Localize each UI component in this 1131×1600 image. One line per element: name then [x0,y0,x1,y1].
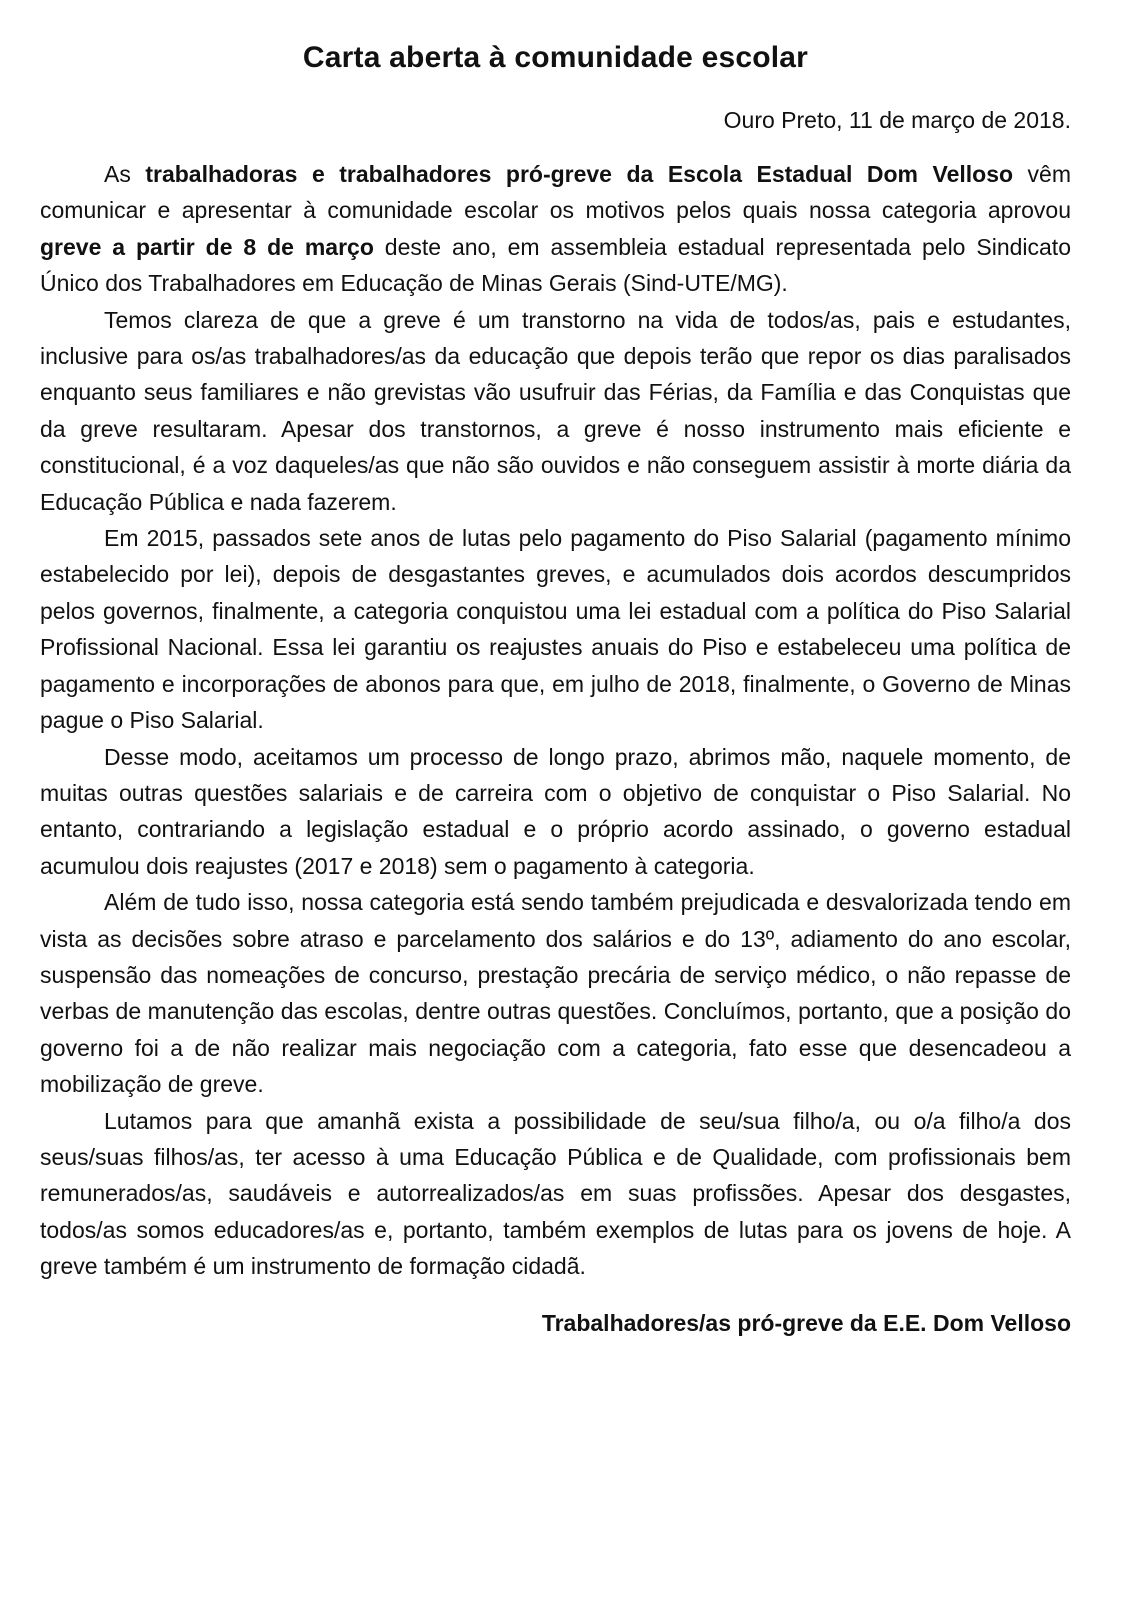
paragraph-1-bold-authors: trabalhadoras e trabalhadores pró-greve da Escola Estadual Dom Velloso [145,161,1014,187]
letter-page [40,36,1071,1341]
paragraph-1 [40,156,1071,302]
letter-title: Carta aberta à comunidade escolar [302,41,809,74]
paragraph-4: Desse modo, aceitamos um processo de longo prazo, abrimos mão, naquele momento, de muitas outras questões salariais e de carreira com o objetivo de conquistar o Piso Salarial. No entanto, contrariando a legislação estadual e o próprio acordo assinado, o governo estadual acumulou dois reajustes (2017 e 2018) sem o pagamento à categoria. [40,743,1071,879]
letter-body [40,156,1071,1285]
paragraph-3: Em 2015, passados sete anos de lutas pelo pagamento do Piso Salarial (pagamento mínimo estabelecido por lei), depois de desgastantes greves, e acumulados dois acordos descumpridos pelos governos, finalmente, a categoria conquistou uma lei estadual com a política do Piso Salarial Profissional Nacional. Essa lei garantiu os reajustes anuais do Piso e estabeleceu uma política de pagamento e incorporações de abonos para que, em julho de 2018, finalmente, o Governo de Minas pague o Piso Salarial. [40,525,1071,734]
paragraph-1-middle: vêm comunicar e apresentar à comunidade escolar os motivos pelos quais nossa categoria aprovou [40,161,1071,224]
paragraph-5: Além de tudo isso, nossa categoria está sendo também prejudicada e desvalorizada tendo em vista as decisões sobre atraso e parcelamento dos salários e do 13º, adiamento do ano escolar, suspensão das nomeações de concurso, prestação precária de serviço médico, o não repasse de verbas de manutenção das escolas, dentre outras questões. Concluímos, portanto, que a posição do governo foi a de não realizar mais negociação com a categoria, fato esse que desencadeou a mobilização de greve. [40,889,1071,1098]
letter-date: Ouro Preto, 11 de março de 2018. [723,107,1071,133]
paragraph-6: Lutamos para que amanhã exista a possibilidade de seu/sua filho/a, ou o/a filho/a dos seus/suas filhos/as, ter acesso à uma Educação Pública e de Qualidade, com profissionais bem remunerados/as, saudáveis e autorrealizados/as em suas profissões. Apesar dos desgastes, todos/as somos educadores/as e, portanto, também exemplos de lutas para os jovens de hoje. A greve também é um instrumento de formação cidadã. [40,1107,1071,1280]
paragraph-1-end: deste ano, em assembleia estadual representada pelo Sindicato Único dos Trabalhadores em Educação de Minas Gerais (Sind-UTE/MG). [40,233,1071,297]
letter-signature: Trabalhadores/as pró-greve da E.E. Dom Velloso [541,1309,1071,1336]
paragraph-1-intro: As [104,161,146,187]
paragraph-2: Temos clareza de que a greve é um transtorno na vida de todos/as, pais e estudantes, inclusive para os/as trabalhadores/as da educação que depois terão que repor os dias paralisados enquanto seus familiares e não grevistas vão usufruir das Férias, da Família e das Conquistas que da greve resultaram. Apesar dos transtornos, a greve é nosso instrumento mais eficiente e constitucional, é a voz daqueles/as que não são ouvidos e não conseguem assistir à morte diária da Educação Pública e nada fazerem. [40,306,1071,515]
paragraph-1-bold-strike-date: greve a partir de 8 de março [40,233,374,260]
